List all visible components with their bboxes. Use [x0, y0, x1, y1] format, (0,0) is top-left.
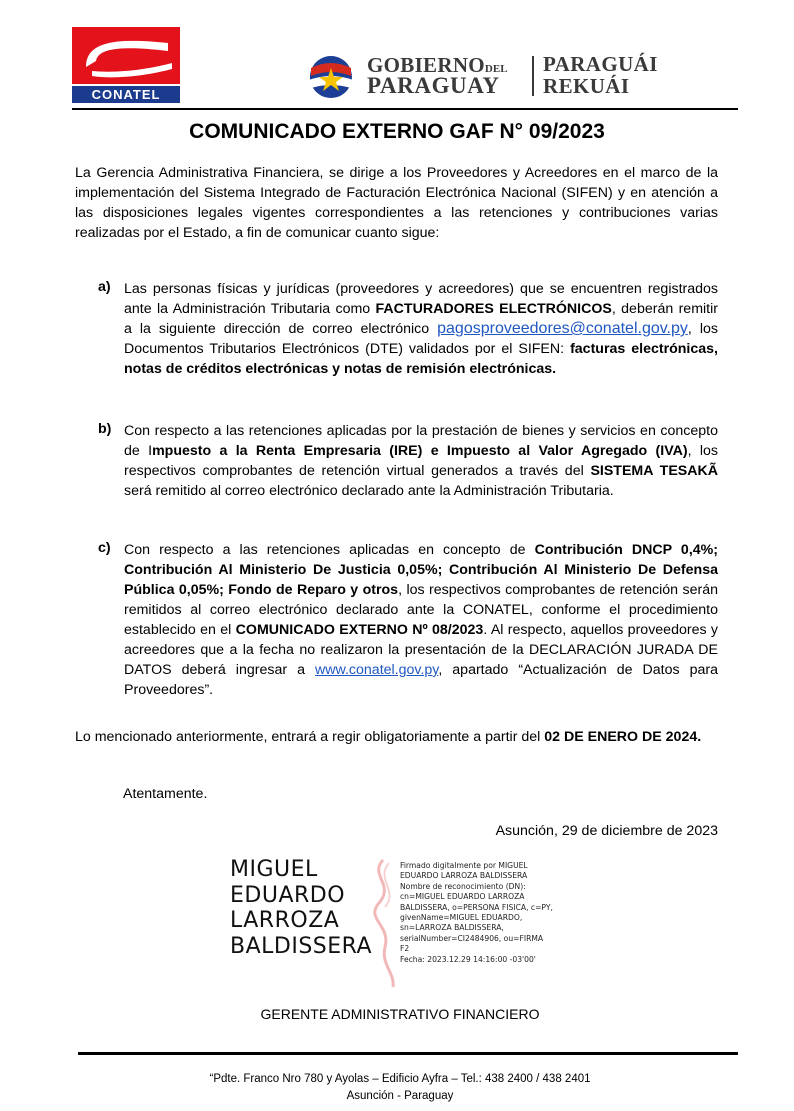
conatel-logo-mark	[72, 27, 180, 84]
signer-position: GERENTE ADMINISTRATIVO FINANCIERO	[260, 1006, 540, 1022]
email-link[interactable]: pagosproveedores@conatel.gov.py	[437, 320, 688, 337]
item-label: b)	[98, 421, 112, 437]
document-title: COMUNICADO EXTERNO GAF N° 09/2023	[189, 120, 605, 143]
item-text: Con respecto a las retenciones aplicadas por la prestación de bienes y servicios en concepto de Impuesto a la Renta Empresaria (IRE) e Impuesto al Valor Agregado (IVA), los respectivos comprobantes de retención virtual generados a través del SISTEMA TESAKÃ será remitido al correo electrónico declarado ante la Administración Tributaria.	[124, 423, 718, 499]
gov-line-2: PARAGUAY	[367, 73, 500, 98]
gov-right-line-1: PARAGUÁI	[543, 52, 658, 76]
footer-city: Asunción - Paraguay	[346, 1090, 454, 1102]
conatel-logo	[72, 27, 180, 103]
header-rule	[72, 108, 738, 110]
paraguay-emblem-icon	[305, 54, 357, 98]
item-text: Con respecto a las retenciones aplicadas en concepto de Contribución DNCP 0,4%; Contribución Al Ministerio De Justicia 0,05%; Contribución Al Ministerio De Defensa Pública 0,05%; Fondo de Reparo y otros, los respectivos comprobantes de retención serán remitidos al correo electrónico declarado ante la CONATEL, conforme el procedimiento establecido en el COMUNICADO EXTERNO Nº 08/2023. Al respecto, aquellos proveedores y acreedores que a la fecha no realizaron la presentación de la DECLARACIÓN JURADA DE DATOS deberá ingresar a www.conatel.gov.py, apartado “Actualización de Datos para Proveedores”.	[124, 542, 718, 698]
list-item-c	[98, 540, 718, 700]
gov-right-line-2: REKUÁI	[543, 74, 630, 98]
website-link[interactable]: www.conatel.gov.py	[315, 662, 439, 678]
footer-rule	[78, 1052, 738, 1055]
closing-paragraph: Lo mencionado anteriormente, entrará a regir obligatoriamente a partir del 02 DE ENERO DE 2024.	[75, 729, 702, 745]
conatel-logo-text: CONATEL	[72, 86, 180, 103]
digital-signature-details: Firmado digitalmente por MIGUEL EDUARDO LARROZA BALDISSERA Nombre de reconocimiento (DN): cn=MIGUEL EDUARDO LARROZA BALDISSERA, o=PERSONA FISICA, c=PY, givenName=MIGUEL EDUARDO, sn=LARROZA BALDISSERA, serialNumber=CI2484906, ou=FIRMA F2 Fecha: 2023.12.29 14:16:00 -03'00'	[400, 861, 553, 964]
signature-name: MIGUEL EDUARDO LARROZA BALDISSERA	[230, 857, 373, 959]
gov-divider	[532, 56, 534, 96]
item-label: c)	[98, 540, 111, 556]
regards-text: Atentamente.	[123, 786, 208, 802]
signature-swirl-icon	[355, 855, 405, 990]
item-label: a)	[98, 279, 111, 295]
item-text: Las personas físicas y jurídicas (proveedores y acreedores) que se encuentren registrados ante la Administración Tributaria como FACTURADORES ELECTRÓNICOS, deberán remitir a la siguiente dirección de correo electrónico pagosproveedores@conatel.gov.py, los Documentos Tributarios Electrónicos (DTE) validados por el SIFEN: facturas electrónicas, notas de créditos electrónicas y notas de remisión electrónicas.	[124, 281, 718, 377]
government-logo	[305, 48, 685, 102]
intro-paragraph: La Gerencia Administrativa Financiera, se dirige a los Proveedores y Acreedores en el marco de la implementación del Sistema Integrado de Facturación Electrónica Nacional (SIFEN) y en atención a las disposiciones legales vigentes correspondientes a las retenciones y contribuciones varias realizadas por el Estado, a fin de comunicar cuanto sigue:	[75, 165, 718, 241]
gov-line-1: GOBIERNODEL	[367, 53, 508, 77]
list-item-a	[98, 279, 718, 379]
list-item-b	[98, 421, 718, 501]
footer-address: “Pdte. Franco Nro 780 y Ayolas – Edificio Ayfra – Tel.: 438 2400 / 438 2401	[209, 1073, 591, 1085]
date-line: Asunción, 29 de diciembre de 2023	[495, 823, 718, 839]
